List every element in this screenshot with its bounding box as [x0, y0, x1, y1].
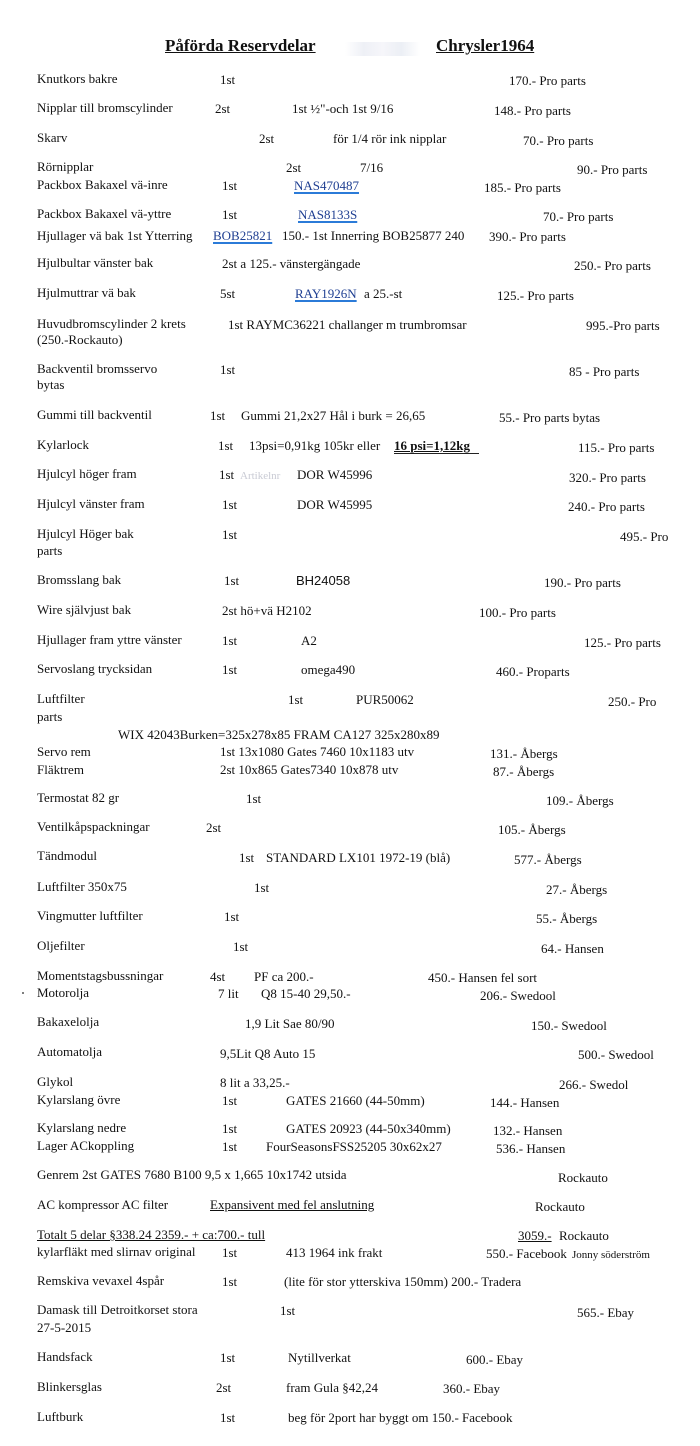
row-name: Nipplar till bromscylinder [37, 100, 173, 115]
row-qty: 5st [220, 286, 236, 301]
row-price: 109.- Åbergs [546, 793, 614, 808]
row-price: 460.- Proparts [496, 664, 570, 679]
row-name-line2: (250.-Rockauto) [37, 332, 123, 347]
row-price: 536.- Hansen [496, 1141, 566, 1156]
row-name: Tändmodul [37, 848, 97, 863]
row-name: Kylarslang övre [37, 1092, 121, 1107]
row-name: Skarv [37, 130, 68, 145]
row-name: Hjulcyl höger fram [37, 466, 137, 481]
row-price: 131.- Åbergs [490, 746, 558, 761]
row-part-number[interactable]: BOB25821 [213, 228, 273, 243]
row-price: 90.- Pro parts [577, 162, 648, 177]
row-name: Fläktrem [37, 762, 84, 777]
redacted-area [345, 42, 420, 56]
row-price: 87.- Åbergs [493, 764, 555, 779]
row-price: 125.- Pro parts [584, 635, 661, 650]
row-price: 100.- Pro parts [479, 605, 556, 620]
row-detail: GATES 21660 (44-50mm) [286, 1093, 425, 1108]
row-qty: 7 lit [218, 986, 239, 1001]
row-price: 206.- Swedool [480, 988, 556, 1003]
row-note: WIX 42043Burken=325x278x85 FRAM CA127 325x280x89 [118, 727, 440, 742]
row-name: Rörnipplar [37, 159, 94, 174]
row-name: kylarfläkt med slirnav original [37, 1244, 196, 1259]
row-price: Rockauto [558, 1170, 608, 1185]
row-price: 495.- Pro [620, 529, 669, 544]
row-price: 390.- Pro parts [489, 229, 566, 244]
row-price: 240.- Pro parts [568, 499, 645, 514]
row-qty: 2st [216, 1380, 232, 1395]
underline [394, 453, 479, 454]
row-name: Bromsslang bak [37, 572, 122, 587]
row-name: Huvudbromscylinder 2 krets [37, 316, 186, 331]
row-price: 55.- Pro parts bytas [499, 410, 601, 425]
row-total-vendor: Rockauto [559, 1228, 609, 1243]
row-price: 144.- Hansen [490, 1095, 560, 1110]
row-name: Glykol [37, 1074, 74, 1089]
row-price: 577.- Åbergs [514, 852, 582, 867]
row-price: Rockauto [535, 1199, 585, 1214]
row-price: 150.- Swedool [531, 1018, 607, 1033]
row-price: 995.-Pro parts [586, 318, 660, 333]
row-price: 105.- Åbergs [498, 822, 566, 837]
row-qty: 1st [239, 850, 255, 865]
row-price: 600.- Ebay [466, 1352, 524, 1367]
row-detail: 13psi=0,91kg 105kr eller [249, 438, 381, 453]
row-qty: 1st [288, 692, 304, 707]
row-qty: 1,9 Lit Sae 80/90 [245, 1016, 335, 1031]
row-qty: 1st [220, 1350, 236, 1365]
row-name: Servoslang trycksidan [37, 661, 153, 676]
row-price: 450.- Hansen fel sort [428, 970, 538, 985]
row-name: Packbox Bakaxel vä-inre [37, 177, 168, 192]
row-part-number[interactable]: RAY1926N [295, 286, 357, 301]
row-price: 55.- Åbergs [536, 911, 598, 926]
row-qty: 1st [222, 527, 238, 542]
row-qty: 8 lit a 33,25.- [220, 1075, 290, 1090]
row-name: Motorolja [37, 985, 89, 1000]
row-detail: Q8 15-40 29,50.- [261, 986, 351, 1001]
row-name: Blinkersglas [37, 1379, 102, 1394]
row-price: 115.- Pro parts [578, 440, 655, 455]
row-detail: STANDARD LX101 1972-19 (blå) [266, 850, 451, 865]
row-qty: 9,5Lit Q8 Auto 15 [220, 1046, 316, 1061]
row-qty: 2st [286, 160, 302, 175]
row-qty: 1st [210, 408, 226, 423]
row-name: Oljefilter [37, 938, 85, 953]
row-qty: 1st [222, 662, 238, 677]
row-name: Damask till Detroitkorset stora [37, 1302, 198, 1317]
row-name: Wire självjust bak [37, 602, 132, 617]
row-price: 27.- Åbergs [546, 882, 608, 897]
row-part-number[interactable]: NAS470487 [294, 178, 360, 193]
row-price: 550.- Facebook [486, 1246, 567, 1261]
row-detail: PF ca 200.- [254, 969, 314, 984]
row-detail: GATES 20923 (44-50x340mm) [286, 1121, 451, 1136]
row-qty: 1st [222, 178, 238, 193]
row-detail: FourSeasonsFSS25205 30x62x27 [266, 1139, 442, 1154]
row-price: 132.- Hansen [493, 1123, 563, 1138]
row-qty: 1st [233, 939, 249, 954]
row-detail: fram Gula §42,24 [286, 1380, 379, 1395]
row-qty: 2st hö+vä H2102 [222, 603, 312, 618]
row-detail: 1st RAYMC36221 challanger m trumbromsar [228, 317, 467, 332]
row-qty: 1st [222, 497, 238, 512]
row-seller: Jonny söderström [572, 1249, 650, 1261]
row-detail: PUR50062 [356, 692, 414, 707]
row-name: Gummi till backventil [37, 407, 152, 422]
row-price: 64.- Hansen [541, 941, 604, 956]
row-name: Hjulcyl Höger bak [37, 526, 134, 541]
row-name: AC kompressor AC filter [37, 1197, 169, 1212]
row-qty: 1st [224, 573, 240, 588]
row-price: 250.- Pro [608, 694, 657, 709]
row-detail: DOR W45996 [297, 467, 373, 482]
row-price: 266.- Swedol [559, 1077, 629, 1092]
row-name: Remskiva vevaxel 4spår [37, 1273, 165, 1288]
row-price: 190.- Pro parts [544, 575, 621, 590]
row-name: Momentstagsbussningar [37, 968, 164, 983]
page-title-left: Påförda Reservdelar [165, 36, 316, 55]
row-name: Knutkors bakre [37, 71, 118, 86]
row-qty: 1st [222, 1245, 238, 1260]
row-qty: 1st [218, 438, 234, 453]
row-name: Luftburk [37, 1409, 84, 1424]
row-detail: beg för 2port har byggt om 150.- Facebook [288, 1410, 513, 1425]
row-qty: 2st [259, 131, 275, 146]
row-name: Hjullager vä bak 1st Ytterring [37, 228, 193, 243]
row-name-line2: parts [37, 709, 63, 724]
row-name: Genrem 2st GATES 7680 B100 9,5 x 1,665 10x1742 utsida [37, 1167, 347, 1182]
row-part-number: BH24058 [296, 573, 351, 588]
row-detail: Nytillverkat [288, 1350, 351, 1365]
row-total-price: 3059.- [518, 1228, 552, 1243]
row-highlight: 16 psi=1,12kg [394, 438, 471, 453]
page-title-right: Chrysler1964 [436, 36, 535, 55]
row-detail: (lite för stor ytterskiva 150mm) 200.- Tradera [284, 1274, 522, 1289]
row-price: 565.- Ebay [577, 1305, 635, 1320]
row-name: Automatolja [37, 1044, 102, 1059]
row-name-line2: 27-5-2015 [37, 1320, 92, 1335]
row-name: Backventil bromsservo [37, 361, 158, 376]
row-price: 125.- Pro parts [497, 288, 574, 303]
row-name-line2: bytas [37, 377, 65, 392]
row-qty: 2st [206, 820, 222, 835]
row-qty: 1st [222, 1139, 238, 1154]
row-qty: 1st [220, 72, 236, 87]
row-name: Termostat 82 gr [37, 790, 120, 805]
row-qty: 1st [254, 880, 270, 895]
row-qty: 1st [222, 1274, 238, 1289]
row-price: 70.- Pro parts [523, 133, 594, 148]
row-qty: 1st [280, 1303, 296, 1318]
row-qty: 2st a 125.- vänstergängade [222, 256, 361, 271]
row-qty: 1st [219, 467, 235, 482]
row-name: Servo rem [37, 744, 91, 759]
row-name: Vingmutter luftfilter [37, 908, 143, 923]
row-qty: 1st [220, 1410, 236, 1425]
row-detail: omega490 [301, 662, 356, 677]
row-price: 70.- Pro parts [543, 209, 614, 224]
row-price: 500.- Swedool [578, 1047, 654, 1062]
row-price: 185.- Pro parts [484, 180, 561, 195]
row-detail: DOR W45995 [297, 497, 373, 512]
speck [22, 992, 24, 994]
row-detail: 413 1964 ink frakt [286, 1245, 383, 1260]
row-qty: 1st [222, 633, 238, 648]
row-qty: 1st [222, 207, 238, 222]
row-qty: 2st 10x865 Gates7340 10x878 utv [220, 762, 399, 777]
row-qty: 1st [222, 1093, 238, 1108]
row-name: Kylarlock [37, 437, 89, 452]
row-name: Bakaxelolja [37, 1014, 100, 1029]
row-name: Kylarslang nedre [37, 1120, 127, 1135]
row-qty: 1st [246, 791, 262, 806]
row-detail: A2 [301, 633, 317, 648]
row-name: Hjulbultar vänster bak [37, 255, 154, 270]
row-name: Hjullager fram yttre vänster [37, 632, 182, 647]
row-underlined-note: Expansivent med fel anslutning [210, 1197, 375, 1212]
row-detail: för 1/4 rör ink nipplar [333, 131, 447, 146]
row-total: Totalt 5 delar §338.24 2359.- + ca:700.- tull [37, 1227, 266, 1242]
row-qty: 1st [222, 1121, 238, 1136]
row-name: Hjulmuttrar vä bak [37, 285, 136, 300]
row-qty: 4st [210, 969, 226, 984]
row-name: Luftfilter [37, 691, 85, 706]
row-name: Luftfilter 350x75 [37, 879, 127, 894]
row-name: Packbox Bakaxel vä-yttre [37, 206, 172, 221]
row-detail: a 25.-st [364, 286, 403, 301]
row-price: 250.- Pro parts [574, 258, 651, 273]
row-price: 148.- Pro parts [494, 103, 571, 118]
row-detail: 7/16 [360, 160, 384, 175]
row-detail: 150.- 1st Innerring BOB25877 240 [282, 228, 465, 243]
row-price: 170.- Pro parts [509, 73, 586, 88]
row-price: 360.- Ebay [443, 1381, 501, 1396]
row-part-number[interactable]: NAS8133S [298, 207, 358, 222]
row-detail: Gummi 21,2x27 Hål i burk = 26,65 [241, 408, 426, 423]
row-name-line2: parts [37, 543, 63, 558]
row-price: 85 - Pro parts [569, 364, 640, 379]
row-qty: 1st [224, 909, 240, 924]
row-qty: 1st 13x1080 Gates 7460 10x1183 utv [220, 744, 415, 759]
row-price: 320.- Pro parts [569, 470, 646, 485]
row-faint-label: Artikelnr [240, 470, 281, 482]
row-name: Lager ACkoppling [37, 1138, 135, 1153]
row-name: Hjulcyl vänster fram [37, 496, 145, 511]
row-detail: 1st ½"-och 1st 9/16 [292, 101, 394, 116]
row-qty: 1st [220, 362, 236, 377]
row-name: Handsfack [37, 1349, 93, 1364]
row-name: Ventilkåpspackningar [37, 819, 150, 834]
row-qty: 2st [215, 101, 231, 116]
